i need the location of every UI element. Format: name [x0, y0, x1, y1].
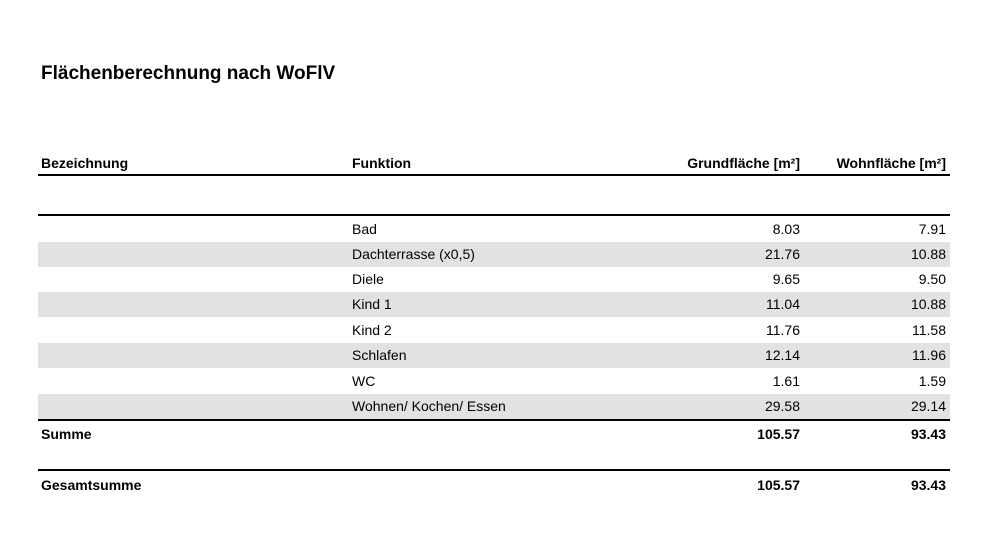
- cell-grundflaeche: 11.76: [766, 322, 800, 338]
- table-row: [38, 217, 950, 242]
- header-rule: [38, 174, 950, 176]
- group-rule: [38, 214, 950, 216]
- table-row: [38, 242, 950, 267]
- cell-wohnflaeche: 10.88: [910, 296, 946, 312]
- summe-rule: [38, 419, 950, 421]
- cell-wohnflaeche: 10.88: [910, 246, 946, 262]
- summe-row: [38, 422, 950, 447]
- cell-funktion: Dachterrasse (x0,5): [352, 246, 475, 262]
- header-bezeichnung: Bezeichnung: [41, 155, 129, 171]
- header-funktion: Funktion: [352, 155, 412, 171]
- gesamtsumme-wohnflaeche: 93.43: [910, 477, 946, 493]
- table-row: [38, 369, 950, 394]
- cell-grundflaeche: 1.61: [772, 373, 800, 389]
- cell-grundflaeche: 29.58: [764, 398, 800, 414]
- gesamtsumme-label: Gesamtsumme: [41, 477, 142, 493]
- cell-wohnflaeche: 9.50: [918, 271, 946, 287]
- cell-grundflaeche: 9.65: [772, 271, 800, 287]
- table-row: [38, 343, 950, 368]
- cell-funktion: Wohnen/ Kochen/ Essen: [352, 398, 506, 414]
- summe-wohnflaeche: 93.43: [910, 426, 946, 442]
- table-row: [38, 292, 950, 317]
- cell-wohnflaeche: 11.96: [912, 347, 946, 363]
- cell-funktion: Schlafen: [352, 347, 407, 363]
- cell-wohnflaeche: 29.14: [910, 398, 946, 414]
- cell-wohnflaeche: 7.91: [918, 221, 946, 237]
- cell-wohnflaeche: 11.58: [912, 322, 946, 338]
- cell-wohnflaeche: 1.59: [918, 373, 946, 389]
- header-wohnflaeche: Wohnfläche [m²]: [836, 155, 946, 171]
- table-row: [38, 318, 950, 343]
- gesamtsumme-grundflaeche: 105.57: [757, 477, 800, 493]
- cell-grundflaeche: 8.03: [772, 221, 800, 237]
- summe-grundflaeche: 105.57: [757, 426, 800, 442]
- table-row: [38, 267, 950, 292]
- cell-grundflaeche: 21.76: [764, 246, 800, 262]
- table-header: [38, 151, 950, 176]
- gesamtsumme-row: [38, 473, 950, 498]
- page-title: Flächenberechnung nach WoFlV: [41, 63, 336, 84]
- gesamtsumme-rule: [38, 469, 950, 471]
- cell-funktion: WC: [352, 373, 376, 389]
- header-grundflaeche: Grundfläche [m²]: [687, 155, 800, 171]
- table-row: [38, 394, 950, 419]
- summe-label: Summe: [41, 426, 92, 442]
- cell-funktion: Diele: [352, 271, 384, 287]
- cell-funktion: Kind 2: [352, 322, 392, 338]
- cell-funktion: Bad: [352, 221, 377, 237]
- cell-funktion: Kind 1: [352, 296, 392, 312]
- cell-grundflaeche: 11.04: [766, 296, 800, 312]
- cell-grundflaeche: 12.14: [764, 347, 800, 363]
